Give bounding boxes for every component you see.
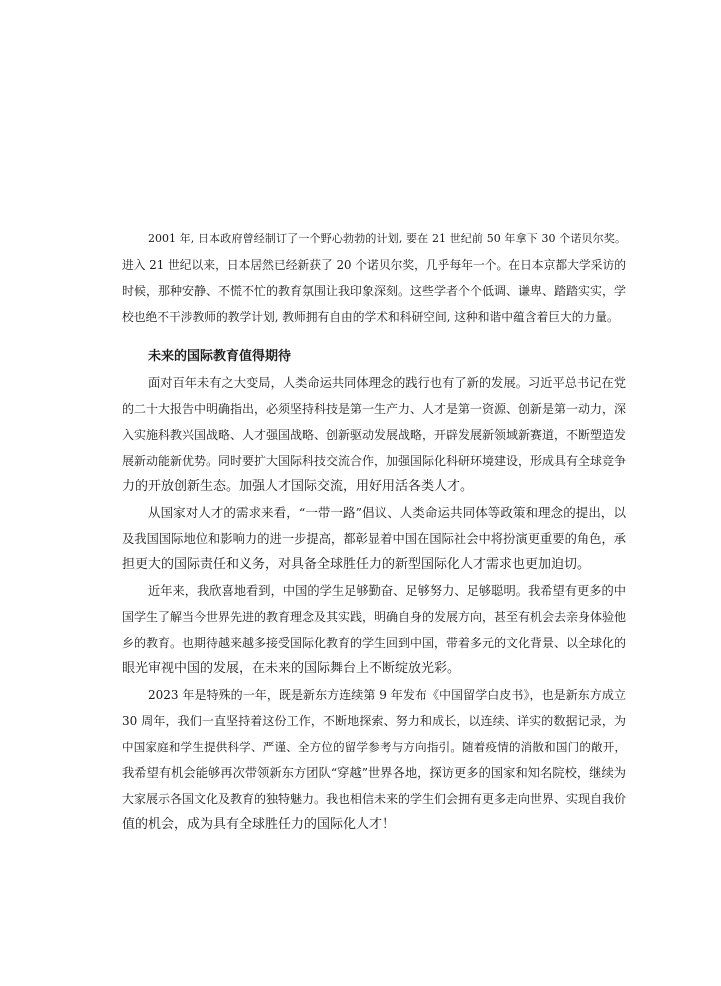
- text-block-intro: [122, 226, 626, 330]
- text-block-future: [122, 344, 626, 838]
- text-line: 值的机会，成为具有全球胜任力的国际化人才！: [122, 817, 396, 832]
- text-line: 30 周年，我们一直坚持着这份工作，不断地探索、努力和成长，以连续、详实的数据记录，为: [122, 714, 626, 728]
- text-line: 担更大的国际责任和义务，对具备全球胜任力的新型国际化人才需求也更加迫切。: [122, 557, 591, 572]
- paragraph-chinese-students: [122, 578, 626, 682]
- paragraph-2023-whitepaper: [122, 682, 626, 838]
- text-line: 力的开放创新生态。加强人才国际交流，用好用活各类人才。: [122, 479, 474, 494]
- text-line: 2001 年, 日本政府曾经制订了一个野心勃勃的计划, 要在 21 世纪前 50 年拿下 30 个诺贝尔奖。: [148, 232, 626, 245]
- text-line: 大家展示各国文化及教育的独特魅力。我也相信未来的学生们会拥有更多走向世界、实现自我价: [122, 792, 627, 806]
- text-line: 入实施科教兴国战略、人才强国战略、创新驱动发展战略，开辟发展新领域新赛道，不断塑造发: [122, 428, 627, 442]
- text-line: 展新动能新优势。同时要扩大国际科技交流合作，加强国际化科研环境建设，形成具有全球竞争: [122, 454, 627, 468]
- text-line: 时候，那种安静、不慌不忙的教育氛围让我印象深刻。这些学者个个低调、谦卑、踏踏实实，学: [122, 284, 627, 298]
- text-line: 眼光审视中国的发展，在未来的国际舞台上不断绽放光彩。: [122, 661, 461, 676]
- text-line: 乡的教育。也期待越来越多接受国际化教育的学生回到中国，带着多元的文化背景、以全球化的: [122, 636, 627, 650]
- text-line: 国学生了解当今世界先进的教育理念及其实践，明确自身的发展方向，甚至有机会去亲身体验他: [122, 610, 627, 624]
- text-line: 及我国国际地位和影响力的进一步提高，都彰显着中国在国际社会中将扮演更重要的角色，承: [122, 532, 626, 546]
- text-line: 中国家庭和学生提供科学、严谨、全方位的留学参考与方向指引。随着疫情的消散和国门的敞开，: [122, 740, 626, 754]
- text-line: 我希望有机会能够再次带领新东方团队“穿越”世界各地，探访更多的国家和知名院校，继续为: [122, 766, 626, 780]
- paragraph-japan-nobel: [122, 226, 626, 330]
- section-heading: 未来的国际教育值得期待: [148, 349, 292, 364]
- text-line: 校也绝不干涉教师的教学计划, 教师拥有自由的学术和科研空间, 这种和谐中蕴含着巨大的力量。: [122, 310, 619, 324]
- text-line: 进入 21 世纪以来，日本居然已经新获了 20 个诺贝尔奖，几乎每年一个。在日本京都大学采访的: [122, 258, 626, 272]
- text-line: 从国家对人才的需求来看，“一带一路”倡议、人类命运共同体等政策和理念的提出，以: [148, 505, 626, 520]
- text-line: 面对百年未有之大变局，人类命运共同体理念的践行也有了新的发展。习近平总书记在党: [148, 376, 626, 390]
- text-line: 的二十大报告中明确指出，必须坚持科技是第一生产力、人才是第一资源、创新是第一动力，深: [122, 402, 627, 416]
- paragraph-global-change: [122, 370, 626, 500]
- text-line: 2023 年是特殊的一年，既是新东方连续第 9 年发布《中国留学白皮书》，也是新东方成立: [148, 688, 626, 702]
- text-line: 近年来，我欣喜地看到，中国的学生足够勤奋、足够努力、足够聪明。我希望有更多的中: [148, 584, 626, 598]
- paragraph-talent-demand: [122, 500, 626, 578]
